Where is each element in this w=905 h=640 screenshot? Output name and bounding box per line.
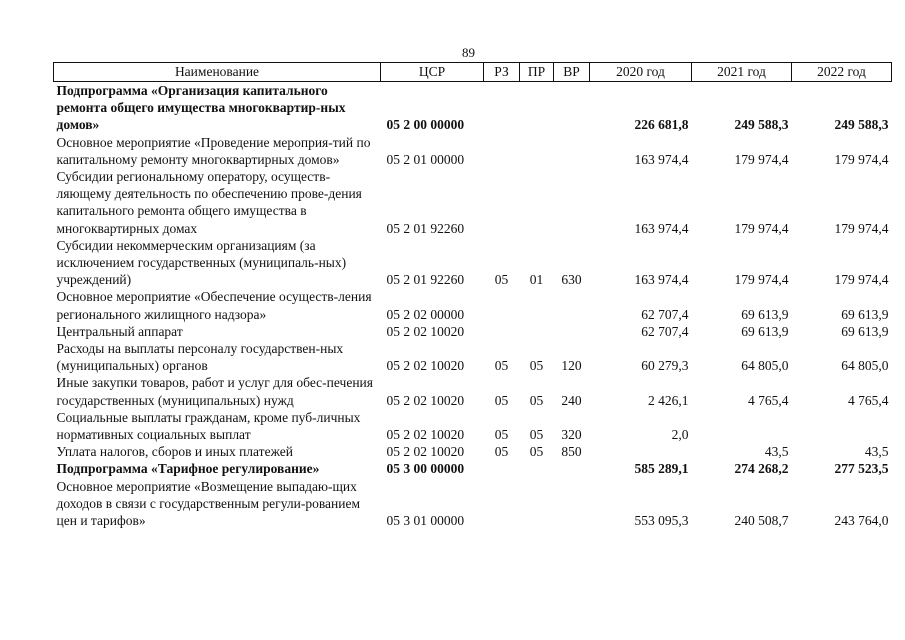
table-row: [54, 409, 892, 443]
row-name: Основное мероприятие «Возмещение выпадаю-щих доходов в связи с государственным регули-рованием цен и тарифов»: [56, 478, 360, 529]
header-2021: 2021 год: [692, 63, 792, 82]
row-2022: 69 613,9: [841, 306, 889, 322]
header-csr: ЦСР: [381, 63, 484, 82]
row-2022: 4 765,4: [848, 392, 889, 408]
row-pr: [520, 323, 554, 340]
row-2020: 585 289,1: [634, 461, 689, 477]
row-2022: 179 974,4: [834, 151, 889, 167]
row-rz: [484, 460, 520, 477]
row-vr: [554, 134, 590, 168]
row-2021: 274 268,2: [734, 461, 789, 477]
row-pr: [520, 478, 554, 530]
row-csr: 05 2 00 00000: [386, 117, 465, 133]
row-2020: 553 095,3: [634, 513, 689, 529]
row-csr: 05 2 02 00000: [386, 306, 465, 322]
row-name: Основное мероприятие «Обеспечение осуществ-ления регионального жилищного надзора»: [56, 289, 372, 322]
row-2022: 43,5: [864, 444, 889, 460]
row-name: Расходы на выплаты персоналу государствен-ных (муниципальных) органов: [56, 341, 344, 374]
row-rz: 05: [494, 427, 509, 443]
row-2020: 62 707,4: [641, 306, 689, 322]
row-rz: 05: [494, 272, 509, 288]
header-rz: РЗ: [484, 63, 520, 82]
row-name: Уплата налогов, сборов и иных платежей: [56, 444, 293, 460]
row-rz: 05: [494, 358, 509, 374]
row-2020: 2 426,1: [648, 392, 689, 408]
table-row: [54, 443, 892, 460]
row-csr: 05 2 01 92260: [386, 272, 465, 288]
row-2021: 69 613,9: [741, 306, 789, 322]
row-vr: [554, 288, 590, 322]
row-2020: 226 681,8: [634, 117, 689, 133]
row-vr: [554, 478, 590, 530]
row-rz: [484, 323, 520, 340]
header-name: Наименование: [54, 63, 381, 82]
table-header-row: [54, 63, 892, 82]
row-2020: [590, 443, 692, 460]
row-name: Субсидии некоммерческим организациям (за исключением государственных (муниципаль-ных) учреждений): [56, 237, 347, 288]
table-row: [54, 460, 892, 477]
row-2022: [792, 409, 892, 443]
row-name: Иные закупки товаров, работ и услуг для обес-печения государственных (муниципальных) нужд: [56, 375, 373, 408]
row-2021: 69 613,9: [741, 323, 789, 339]
row-2021: 179 974,4: [734, 272, 789, 288]
row-2022: 179 974,4: [834, 220, 889, 236]
header-2020: 2020 год: [590, 63, 692, 82]
row-2020: 163 974,4: [634, 151, 689, 167]
row-pr: 05: [529, 427, 544, 443]
row-2021: [692, 409, 792, 443]
table-row: [54, 288, 892, 322]
row-csr: 05 2 02 10020: [386, 323, 465, 339]
row-csr: 05 3 00 00000: [386, 461, 465, 477]
row-2022: 277 523,5: [834, 461, 889, 477]
row-pr: [520, 168, 554, 237]
row-2020: 163 974,4: [634, 272, 689, 288]
row-rz: [484, 82, 520, 134]
row-rz: [484, 134, 520, 168]
row-csr: 05 2 01 00000: [386, 151, 465, 167]
row-2021: 249 588,3: [734, 117, 789, 133]
row-rz: 05: [494, 444, 509, 460]
row-2022: 64 805,0: [841, 358, 889, 374]
row-vr: 850: [561, 444, 582, 460]
row-2020: 62 707,4: [641, 323, 689, 339]
row-pr: [520, 134, 554, 168]
row-csr: 05 2 02 10020: [386, 444, 465, 460]
row-csr: 05 2 02 10020: [386, 358, 465, 374]
row-2022: 249 588,3: [834, 117, 889, 133]
row-2022: 69 613,9: [841, 323, 889, 339]
row-pr: 05: [529, 358, 544, 374]
row-pr: 05: [529, 392, 544, 408]
row-csr: 05 2 02 10020: [386, 392, 465, 408]
header-vr: ВР: [554, 63, 590, 82]
row-vr: [554, 460, 590, 477]
row-pr: [520, 460, 554, 477]
row-vr: 630: [561, 272, 582, 288]
table-row: [54, 478, 892, 530]
row-csr: 05 2 01 92260: [386, 220, 465, 236]
table-row: [54, 340, 892, 374]
row-name: Социальные выплаты гражданам, кроме пуб-личных нормативных социальных выплат: [56, 409, 361, 443]
row-2022: 243 764,0: [834, 513, 889, 529]
table-row: [54, 134, 892, 168]
row-name: Основное мероприятие «Проведение мероприя-тий по капитальному ремонту многоквартирных домов»: [56, 134, 371, 167]
row-csr: 05 3 01 00000: [386, 513, 465, 529]
row-name: Подпрограмма «Тарифное регулирование»: [56, 461, 320, 477]
row-2021: 43,5: [764, 444, 789, 460]
row-rz: [484, 288, 520, 322]
table-row: [54, 237, 892, 289]
table-row: [54, 168, 892, 237]
row-2021: 4 765,4: [748, 392, 789, 408]
row-name: Центральный аппарат: [56, 323, 183, 339]
row-pr: [520, 82, 554, 134]
row-2021: 240 508,7: [734, 513, 789, 529]
header-pr: ПР: [520, 63, 554, 82]
page-number: 89: [462, 45, 475, 60]
row-pr: 01: [529, 272, 544, 288]
row-2020: 163 974,4: [634, 220, 689, 236]
row-vr: [554, 168, 590, 237]
row-2022: 179 974,4: [834, 272, 889, 288]
row-csr: 05 2 02 10020: [386, 427, 465, 443]
row-vr: 240: [561, 392, 582, 408]
row-rz: [484, 168, 520, 237]
row-name: Подпрограмма «Организация капитального ремонта общего имущества многоквартир-ных домов»: [56, 83, 346, 133]
row-vr: [554, 323, 590, 340]
row-2020: 2,0: [671, 427, 689, 443]
row-pr: [520, 288, 554, 322]
row-rz: [484, 478, 520, 530]
row-pr: 05: [529, 444, 544, 460]
row-vr: [554, 82, 590, 134]
row-name: Субсидии региональному оператору, осуществ-ляющему деятельность по обеспечению прове-дения капитального ремонта общего имущества в многоквартирных домах: [56, 169, 362, 236]
row-vr: 320: [561, 427, 582, 443]
row-vr: 120: [561, 358, 582, 374]
row-2021: 64 805,0: [741, 358, 789, 374]
table-row: [54, 374, 892, 408]
table-row: [54, 82, 892, 134]
row-rz: 05: [494, 392, 509, 408]
row-2021: 179 974,4: [734, 220, 789, 236]
header-2022: 2022 год: [792, 63, 892, 82]
row-2021: 179 974,4: [734, 151, 789, 167]
budget-table: [53, 62, 892, 529]
table-row: [54, 323, 892, 340]
row-2020: 60 279,3: [641, 358, 689, 374]
